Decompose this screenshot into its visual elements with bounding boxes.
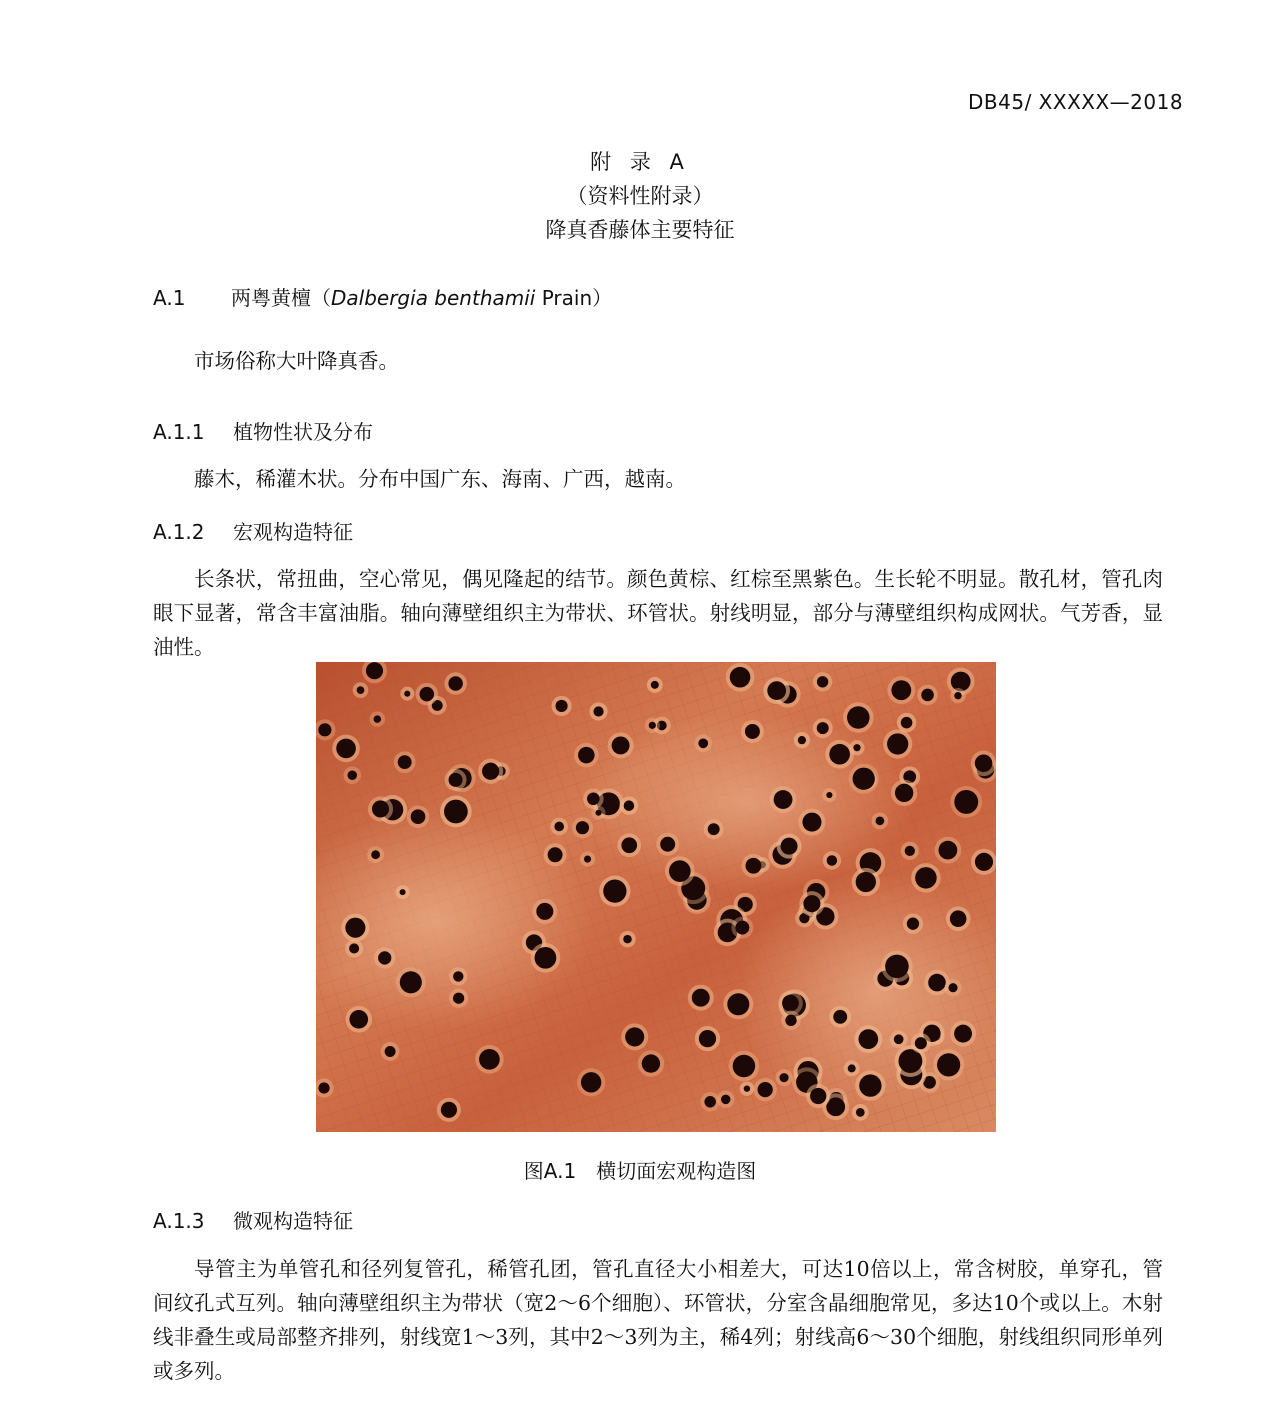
- pore: [744, 1085, 750, 1091]
- pore: [901, 717, 913, 729]
- pore: [651, 681, 659, 689]
- pore: [817, 722, 829, 734]
- annex-title: 附 录 A: [590, 150, 690, 174]
- pore: [444, 800, 468, 824]
- pore: [733, 1055, 756, 1078]
- pore: [404, 691, 410, 697]
- pore: [400, 971, 422, 993]
- pore: [398, 755, 412, 769]
- pore: [536, 903, 553, 920]
- pore: [887, 733, 908, 754]
- section-title: 宏观构造特征: [233, 520, 353, 544]
- pore: [649, 722, 656, 729]
- section-number: A.1.1: [153, 420, 205, 444]
- pore: [548, 847, 563, 862]
- section-a12-text: 长条状，常扭曲，空心常见，偶见隆起的结节。颜色黄棕、红棕至黑紫色。生长轮不明显。散孔材，管孔肉眼下显著，常含丰富油脂。轴向薄壁组织主为带状、环管状。射线明显，部分与薄壁组织构成网状。气芳香，显油性。: [153, 567, 1163, 659]
- pore: [623, 935, 631, 943]
- pore: [780, 1073, 789, 1082]
- pore: [954, 692, 961, 699]
- pore: [535, 947, 557, 969]
- pore: [939, 841, 958, 860]
- pore: [400, 889, 406, 895]
- pore: [625, 1027, 644, 1046]
- pore: [576, 821, 589, 834]
- pore: [624, 800, 635, 811]
- pore: [758, 1082, 773, 1097]
- pore: [595, 810, 601, 816]
- pore: [782, 995, 799, 1012]
- pore: [781, 838, 798, 855]
- pore: [593, 706, 603, 716]
- pore: [894, 1034, 904, 1044]
- wood-cross-section-image: [316, 662, 996, 1132]
- pore: [785, 1015, 796, 1026]
- pore: [371, 850, 380, 859]
- pore: [698, 738, 708, 748]
- pore: [318, 1082, 329, 1093]
- pore: [856, 872, 876, 892]
- pore: [420, 687, 435, 702]
- pore: [858, 1029, 878, 1049]
- pore: [746, 858, 762, 874]
- section-title-cn: 两粤黄檀（: [231, 286, 331, 310]
- section-number: A.1.2: [153, 520, 205, 544]
- pore: [357, 686, 365, 694]
- pore: [612, 736, 630, 754]
- pore: [950, 910, 967, 927]
- section-title: 植物性状及分布: [233, 420, 373, 444]
- pore: [859, 1074, 881, 1096]
- annex-subtitle: （资料性附录）: [566, 184, 714, 208]
- section-number: A.1.3: [153, 1209, 205, 1233]
- pore: [928, 974, 946, 992]
- pore: [372, 800, 389, 817]
- pore: [856, 1108, 865, 1117]
- pore: [876, 816, 885, 825]
- pore: [954, 790, 978, 814]
- pore: [891, 680, 911, 700]
- pore: [347, 770, 357, 780]
- pore: [921, 689, 934, 702]
- pore: [745, 724, 760, 739]
- pore: [453, 971, 463, 981]
- pore: [385, 1046, 396, 1057]
- pore: [951, 672, 971, 692]
- pore: [975, 755, 993, 773]
- pore: [895, 784, 913, 802]
- latin-name: Dalbergia benthamii: [331, 286, 536, 310]
- pore: [885, 955, 909, 979]
- pore: [915, 867, 937, 889]
- pore: [441, 1102, 457, 1118]
- pore: [853, 744, 860, 751]
- pore: [449, 773, 463, 787]
- pore: [411, 809, 426, 824]
- pore: [345, 918, 365, 938]
- pore: [349, 943, 359, 953]
- pore: [584, 856, 591, 863]
- pore: [642, 1054, 660, 1072]
- pore: [827, 855, 837, 865]
- section-a13-heading: [153, 1205, 353, 1234]
- pore: [853, 768, 875, 790]
- pore: [374, 715, 382, 723]
- pore: [907, 918, 919, 930]
- pore: [448, 676, 462, 690]
- pore: [479, 1049, 500, 1070]
- pore: [704, 1096, 716, 1108]
- pore: [554, 822, 564, 832]
- pore: [905, 846, 915, 856]
- pore: [692, 989, 710, 1007]
- pore: [603, 880, 626, 903]
- section-a12-heading: [153, 516, 353, 545]
- section-a11-heading: [153, 416, 373, 445]
- pore: [587, 792, 600, 805]
- pore: [915, 1037, 927, 1049]
- author-name: Prain）: [535, 286, 613, 310]
- pore: [669, 860, 691, 882]
- section-a1-text: 市场俗称大叶降真香。: [194, 349, 399, 373]
- figure-caption: 图A.1 横切面宏观构造图: [523, 1159, 757, 1183]
- pore: [708, 823, 720, 835]
- pore: [829, 744, 850, 765]
- pore: [847, 706, 870, 729]
- pore: [817, 676, 828, 687]
- pore: [798, 736, 806, 744]
- pore: [774, 790, 793, 809]
- pore: [699, 1030, 716, 1047]
- pore: [453, 993, 464, 1004]
- pore: [336, 739, 356, 759]
- section-title: 微观构造特征: [233, 1209, 353, 1233]
- pore: [848, 1064, 856, 1072]
- section-number: A.1: [153, 286, 186, 310]
- pore: [833, 1010, 847, 1024]
- pore: [767, 681, 786, 700]
- pore: [721, 1095, 730, 1104]
- document-code: DB45/ XXXXX—2018: [968, 90, 1184, 114]
- pore: [482, 763, 499, 780]
- pore: [378, 951, 391, 964]
- section-a11-text: 藤木，稀灌木状。分布中国广东、海南、广西，越南。: [194, 467, 686, 491]
- pore: [954, 1025, 972, 1043]
- pore: [826, 792, 832, 798]
- pore: [810, 1088, 826, 1104]
- pore: [948, 983, 957, 992]
- pore: [803, 895, 820, 912]
- pore: [581, 1072, 601, 1092]
- pore: [937, 1053, 960, 1076]
- section-a13-text: 导管主为单管孔和径列复管孔，稀管孔团，管孔直径大小相差大，可达10倍以上，常含树胶，单穿孔，管间纹孔式互列。轴向薄壁组织主为带状（宽2～6个细胞）、环管状，分室含晶细胞常见，多达10个或以上。木射线非叠生或局部整齐排列，射线宽1～3列，其中2～3列为主，稀4列；射线高6～30个细胞，射线组织同形单列或多列。: [153, 1257, 1163, 1383]
- pore: [730, 667, 751, 688]
- pore: [975, 853, 993, 871]
- pore: [555, 700, 567, 712]
- pore: [366, 662, 383, 679]
- pore: [318, 723, 331, 736]
- pore: [802, 813, 821, 832]
- pore: [727, 993, 749, 1015]
- section-a1-heading: [153, 282, 612, 311]
- pore: [349, 1010, 368, 1029]
- pore: [660, 837, 675, 852]
- cross-section-photo: [316, 662, 996, 1132]
- annex-name: 降真香藤体主要特征: [545, 218, 735, 242]
- pore: [621, 837, 637, 853]
- pore: [735, 921, 749, 935]
- pore: [578, 747, 595, 764]
